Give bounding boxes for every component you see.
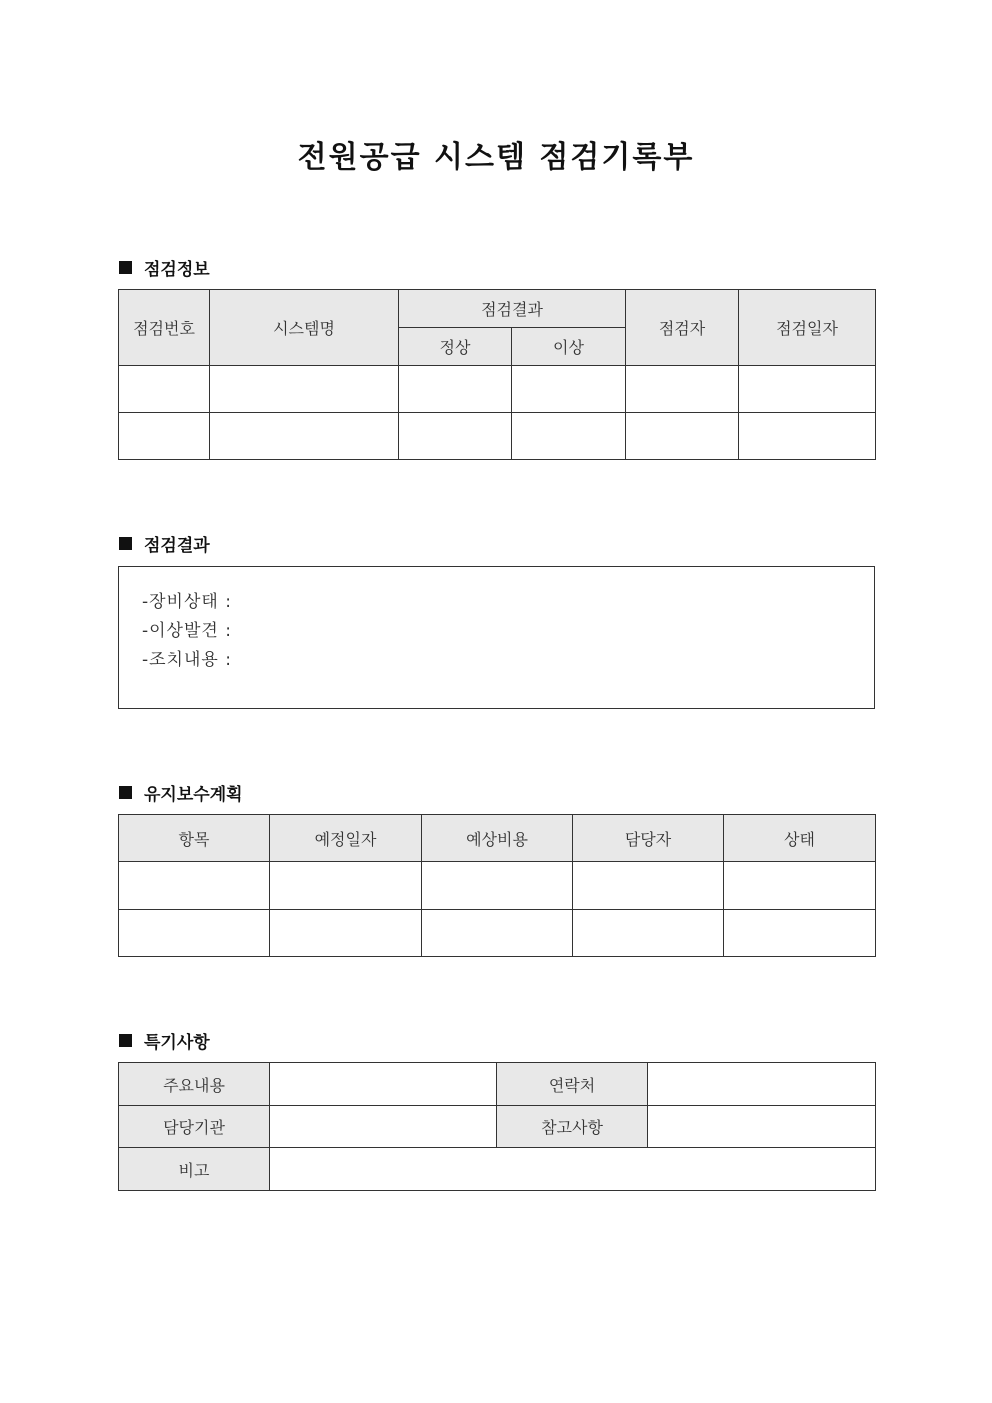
label-agency: 담당기관: [119, 1106, 270, 1148]
square-bullet-icon: [119, 786, 132, 799]
table-cell[interactable]: [512, 366, 626, 413]
inspection-result-box[interactable]: [118, 566, 875, 709]
header-abnormal: 이상: [512, 328, 626, 366]
table-cell[interactable]: [739, 366, 876, 413]
header-inspection-date: 점검일자: [739, 290, 876, 366]
section-title: 점검정보: [144, 260, 210, 280]
header-scheduled-date: 예정일자: [270, 815, 422, 862]
table-cell[interactable]: [119, 366, 210, 413]
label-contact: 연락처: [497, 1063, 648, 1106]
abnormality-found-line: -이상발견 :: [142, 621, 232, 641]
table-cell[interactable]: [626, 413, 739, 460]
section-title: 유지보수계획: [144, 785, 243, 805]
square-bullet-icon: [119, 537, 132, 550]
reference-field[interactable]: [648, 1106, 876, 1148]
header-status: 상태: [724, 815, 876, 862]
section-title: 점검결과: [144, 536, 210, 556]
table-cell[interactable]: [573, 910, 724, 957]
table-cell[interactable]: [626, 366, 739, 413]
table-cell[interactable]: [739, 413, 876, 460]
contact-field[interactable]: [648, 1063, 876, 1106]
section-heading-result: [119, 531, 210, 556]
main-content-field[interactable]: [270, 1063, 497, 1106]
header-inspection-result: 점검결과: [399, 290, 626, 328]
section-heading-notes: [119, 1028, 210, 1053]
table-row: [119, 366, 876, 413]
agency-field[interactable]: [270, 1106, 497, 1148]
table-row: [119, 413, 876, 460]
header-inspector: 점검자: [626, 290, 739, 366]
table-row: [119, 910, 876, 957]
header-item: 항목: [119, 815, 270, 862]
section-heading-plan: [119, 780, 243, 805]
header-person-in-charge: 담당자: [573, 815, 724, 862]
table-cell[interactable]: [422, 910, 573, 957]
table-cell[interactable]: [119, 413, 210, 460]
table-cell[interactable]: [724, 910, 876, 957]
label-remarks: 비고: [119, 1148, 270, 1191]
header-normal: 정상: [399, 328, 512, 366]
table-cell[interactable]: [210, 366, 399, 413]
label-reference: 참고사항: [497, 1106, 648, 1148]
table-cell[interactable]: [399, 413, 512, 460]
table-cell[interactable]: [210, 413, 399, 460]
remarks-field[interactable]: [270, 1148, 876, 1191]
table-row: [119, 862, 876, 910]
header-system-name: 시스템명: [210, 290, 399, 366]
label-main-content: 주요내용: [119, 1063, 270, 1106]
inspection-info-table: [118, 289, 876, 460]
table-cell[interactable]: [270, 862, 422, 910]
special-notes-table: [118, 1062, 876, 1191]
square-bullet-icon: [119, 1034, 132, 1047]
table-cell[interactable]: [119, 862, 270, 910]
action-taken-line: -조치내용 :: [142, 650, 232, 670]
table-cell[interactable]: [399, 366, 512, 413]
table-cell[interactable]: [512, 413, 626, 460]
section-heading-info: [119, 255, 210, 280]
header-estimated-cost: 예상비용: [422, 815, 573, 862]
table-cell[interactable]: [573, 862, 724, 910]
page-title: 전원공급 시스템 점검기록부: [297, 140, 695, 175]
table-cell[interactable]: [119, 910, 270, 957]
square-bullet-icon: [119, 261, 132, 274]
table-cell[interactable]: [724, 862, 876, 910]
maintenance-plan-table: [118, 814, 876, 957]
section-title: 특기사항: [144, 1033, 210, 1053]
table-cell[interactable]: [270, 910, 422, 957]
table-cell[interactable]: [422, 862, 573, 910]
header-inspection-number: 점검번호: [119, 290, 210, 366]
equipment-status-line: -장비상태 :: [142, 592, 232, 612]
